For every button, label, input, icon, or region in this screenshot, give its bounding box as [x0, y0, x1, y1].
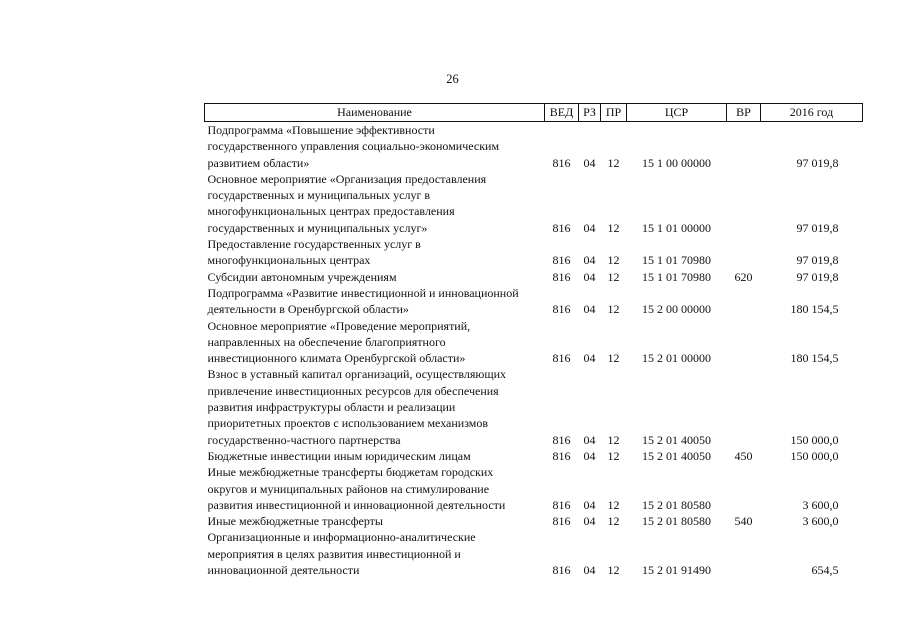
row-vr — [727, 464, 761, 513]
row-pr: 12 — [607, 253, 620, 268]
row-ved: 816 — [552, 514, 571, 529]
row-pr: 12 — [607, 448, 620, 463]
row-rz: 04 — [583, 351, 596, 366]
row-rz: 04 — [583, 448, 596, 463]
row-ved: 816 — [552, 432, 571, 447]
table-row — [205, 366, 863, 447]
row-name-line: государственных и муниципальных услуг в — [207, 188, 431, 203]
row-name — [205, 122, 545, 171]
table-row — [205, 529, 863, 578]
row-amount: 3 600,0 — [802, 514, 839, 529]
row-ved: 816 — [552, 497, 571, 512]
row-pr: 12 — [607, 220, 620, 235]
row-name-line: Подпрограмма «Повышение эффективности — [207, 123, 435, 137]
row-csr: 15 2 01 40050 — [642, 432, 711, 447]
table-row — [205, 318, 863, 367]
row-name — [205, 513, 545, 529]
row-ved: 816 — [552, 220, 571, 235]
row-csr: 15 2 01 80580 — [642, 514, 711, 529]
row-amount: 97 019,8 — [796, 253, 839, 268]
header-vr: ВР — [727, 104, 761, 122]
header-rz: РЗ — [579, 104, 601, 122]
row-pr: 12 — [607, 514, 620, 529]
row-name-line: округов и муниципальных районов на стимулирование — [207, 481, 490, 496]
row-amount: 150 000,0 — [790, 432, 839, 447]
header-pr: ПР — [601, 104, 627, 122]
row-pr: 12 — [607, 497, 620, 512]
row-vr — [727, 285, 761, 318]
row-name-line: государственных и муниципальных услуг» — [207, 220, 428, 235]
row-ved: 816 — [552, 155, 571, 170]
row-ved: 816 — [552, 563, 571, 578]
row-amount: 180 154,5 — [790, 302, 839, 317]
row-name-line: Субсидии автономным учреждениям — [207, 269, 397, 284]
row-name-line: Бюджетные инвестиции иным юридическим лицам — [207, 448, 471, 463]
row-vr: 620 — [734, 269, 753, 284]
row-name-line: привлечение инвестиционных ресурсов для обеспечения — [207, 383, 499, 398]
row-ved: 816 — [552, 269, 571, 284]
row-name — [205, 464, 545, 513]
row-csr: 15 2 01 00000 — [642, 351, 711, 366]
row-rz: 04 — [583, 497, 596, 512]
table-row — [205, 269, 863, 285]
table-row — [205, 171, 863, 236]
table-header-row — [205, 104, 863, 122]
row-vr: 540 — [734, 514, 753, 529]
table-row — [205, 236, 863, 269]
row-csr: 15 2 01 40050 — [642, 448, 711, 463]
row-rz: 04 — [583, 155, 596, 170]
row-pr: 12 — [607, 351, 620, 366]
row-name — [205, 285, 545, 318]
row-pr: 12 — [607, 563, 620, 578]
row-name-line: деятельности в Оренбургской области» — [207, 302, 409, 317]
row-ved: 816 — [552, 448, 571, 463]
row-rz: 04 — [583, 563, 596, 578]
table-body — [205, 122, 863, 579]
row-csr: 15 2 01 91490 — [642, 563, 711, 578]
row-amount: 654,5 — [811, 563, 839, 578]
row-csr: 15 1 01 70980 — [642, 253, 711, 268]
row-name — [205, 366, 545, 447]
row-csr: 15 1 01 00000 — [642, 220, 711, 235]
row-rz: 04 — [583, 514, 596, 529]
row-csr: 15 2 00 00000 — [642, 302, 711, 317]
row-pr: 12 — [607, 269, 620, 284]
row-name-line: приоритетных проектов с использованием механизмов — [207, 416, 489, 431]
row-vr — [727, 122, 761, 171]
row-rz: 04 — [583, 220, 596, 235]
row-name-line: Организационные и информационно-аналитические — [207, 530, 476, 545]
row-amount: 97 019,8 — [796, 220, 839, 235]
row-name-line: многофункциональных центрах предоставления — [207, 204, 455, 219]
header-ved: ВЕД — [545, 104, 579, 122]
row-name-line: мероприятия в целях развития инвестиционной и — [207, 546, 461, 561]
page-number: 26 — [446, 72, 459, 86]
row-vr — [727, 529, 761, 578]
row-name — [205, 318, 545, 367]
row-amount: 180 154,5 — [790, 351, 839, 366]
row-pr: 12 — [607, 155, 620, 170]
row-name — [205, 448, 545, 464]
row-vr — [727, 171, 761, 236]
row-name-line: развития инвестиционной и инновационной деятельности — [207, 497, 506, 512]
row-name — [205, 236, 545, 269]
row-rz: 04 — [583, 432, 596, 447]
header-amount: 2016 год — [761, 104, 863, 122]
row-name-line: многофункциональных центрах — [207, 253, 371, 268]
row-name — [205, 171, 545, 236]
row-name-line: Иные межбюджетные трансферты — [207, 514, 383, 529]
row-csr: 15 2 01 80580 — [642, 497, 711, 512]
row-pr: 12 — [607, 432, 620, 447]
header-name: Наименование — [205, 104, 545, 122]
table-row — [205, 122, 863, 171]
row-vr — [727, 236, 761, 269]
row-vr: 450 — [734, 448, 753, 463]
budget-table — [204, 103, 863, 578]
row-vr — [727, 366, 761, 447]
row-amount: 97 019,8 — [796, 155, 839, 170]
row-name-line: Основное мероприятие «Организация предоставления — [207, 171, 487, 186]
row-name — [205, 269, 545, 285]
row-amount: 3 600,0 — [802, 497, 839, 512]
row-rz: 04 — [583, 253, 596, 268]
row-ved: 816 — [552, 351, 571, 366]
table-row — [205, 448, 863, 464]
row-name-line: Подпрограмма «Развитие инвестиционной и инновационной — [207, 285, 519, 300]
row-name-line: Иные межбюджетные трансферты бюджетам городских — [207, 465, 494, 480]
row-name-line: развитием области» — [207, 155, 310, 170]
row-name-line: инвестиционного климата Оренбургской области» — [207, 351, 466, 366]
row-name-line: инновационной деятельности — [207, 563, 360, 578]
table-row — [205, 513, 863, 529]
row-name-line: государственно-частного партнерства — [207, 432, 401, 447]
row-csr: 15 1 01 70980 — [642, 269, 711, 284]
row-name-line: Предоставление государственных услуг в — [207, 237, 421, 252]
row-name-line: государственного управления социально-экономическим — [207, 139, 500, 154]
row-ved: 816 — [552, 302, 571, 317]
table-row — [205, 285, 863, 318]
header-csr: ЦСР — [627, 104, 727, 122]
row-name-line: Основное мероприятие «Проведение мероприятий, — [207, 318, 471, 333]
row-amount: 97 019,8 — [796, 269, 839, 284]
row-rz: 04 — [583, 302, 596, 317]
row-name-line: направленных на обеспечение благоприятного — [207, 334, 446, 349]
row-name-line: развития инфраструктуры области и реализации — [207, 400, 456, 415]
row-name — [205, 529, 545, 578]
row-pr: 12 — [607, 302, 620, 317]
table-row — [205, 464, 863, 513]
row-csr: 15 1 00 00000 — [642, 155, 711, 170]
row-rz: 04 — [583, 269, 596, 284]
row-name-line: Взнос в уставный капитал организаций, осуществляющих — [207, 367, 507, 382]
row-amount: 150 000,0 — [790, 448, 839, 463]
row-vr — [727, 318, 761, 367]
row-ved: 816 — [552, 253, 571, 268]
